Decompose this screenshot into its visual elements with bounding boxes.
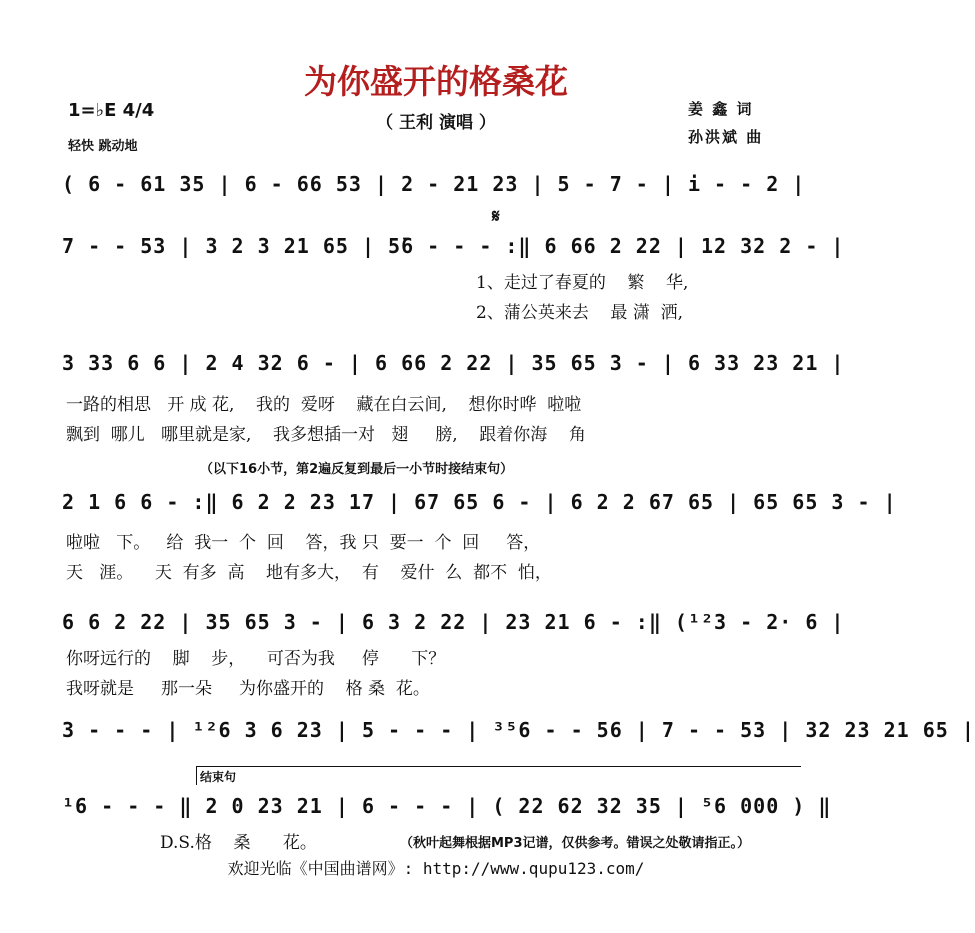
ending-label: 结束句	[200, 770, 237, 784]
lyric-verse2-line3: 天 涯。 天 有多 高 地有多大， 有 爱什 么 都不 怕，	[66, 563, 552, 583]
staff-line-3: 3 33 6 6 | 2 4 32 6 - | 6 66 2 22 | 35 65 3 - | 6 33 23 21 |	[62, 351, 845, 375]
staff-line-5: 6 6 2 22 | 35 65 3 - | 6 3 2 22 | 23 21 6 - :‖ (¹²3 - 2· 6 |	[62, 610, 845, 634]
staff-line-6: 3 - - - | ¹²6 3 6 23 | 5 - - - | ³⁵6 - - 56 | 7 - - 53 | 32 23 21 65 |	[62, 718, 975, 742]
lyric-verse1-line4: 你呀远行的 脚 步， 可否为我 停 下？	[66, 649, 446, 669]
site-footer: 欢迎光临《中国曲谱网》: http://www.qupu123.com/	[227, 859, 645, 878]
song-subtitle: （ 王利 演唱 ）	[376, 113, 496, 133]
composer-credit: 孙洪斌 曲	[688, 128, 764, 146]
lyric-verse2-line2: 飘到 哪儿 哪里就是家, 我多想插一对 翅 膀, 跟着你海 角	[66, 425, 586, 445]
ending-bracket	[196, 766, 801, 785]
song-title: 为你盛开的格桑花	[304, 62, 568, 101]
tempo-marking: 轻快 跳动地	[68, 139, 138, 154]
staff-line-2: 7 - - 53 | 3 2 3 21 65 | 5̄6 - - - :‖ 6 66 2 22 | 12 32 2 - |	[62, 234, 845, 258]
lyric-verse1-line3: 啦啦 下。 给 我一 个 回 答，我 只 要一 个 回 答，	[66, 533, 541, 553]
staff-line-7: ¹6 - - - ‖ 2 0 23 21 | 6 - - - | ( 22 62 32 35 | ⁵6 000 ) ‖	[62, 794, 832, 818]
lyric-verse1-line2: 一路的相思 开 成 花, 我的 爱呀 藏在白云间, 想你时哗 啦啦	[66, 395, 582, 415]
lyric-verse2-line4: 我呀就是 那一朵 为你盛开的 格 桑 花。	[66, 679, 430, 699]
transcriber-note: （秋叶起舞根据MP3记谱，仅供参考。错误之处敬请指正。）	[400, 836, 751, 851]
lyricist-credit: 姜 鑫 词	[688, 100, 754, 118]
segno-icon: 𝄋	[492, 206, 500, 227]
staff-line-4: 2 1 6 6 - :‖ 6 2 2 23 17 | 67 65 6 - | 6 2 2 67 65 | 65 65 3 - |	[62, 490, 897, 514]
key-signature: 1=♭E 4/4	[68, 100, 155, 121]
staff-line-1: ( 6 - 61 35 | 6 - 66 53 | 2 - 21 23 | 5 - 7 - | i - - 2 |	[62, 172, 806, 196]
lyric-verse2-line1: 2、蒲公英来去 最 潇 洒,	[476, 303, 684, 323]
lyric-verse1-line1: 1、走过了春夏的 繁 华,	[476, 273, 689, 293]
lyric-ending: D.S.格 桑 花。	[160, 833, 317, 853]
repeat-instruction: （以下16小节，第2遍反复到最后一小节时接结束句）	[200, 462, 514, 477]
